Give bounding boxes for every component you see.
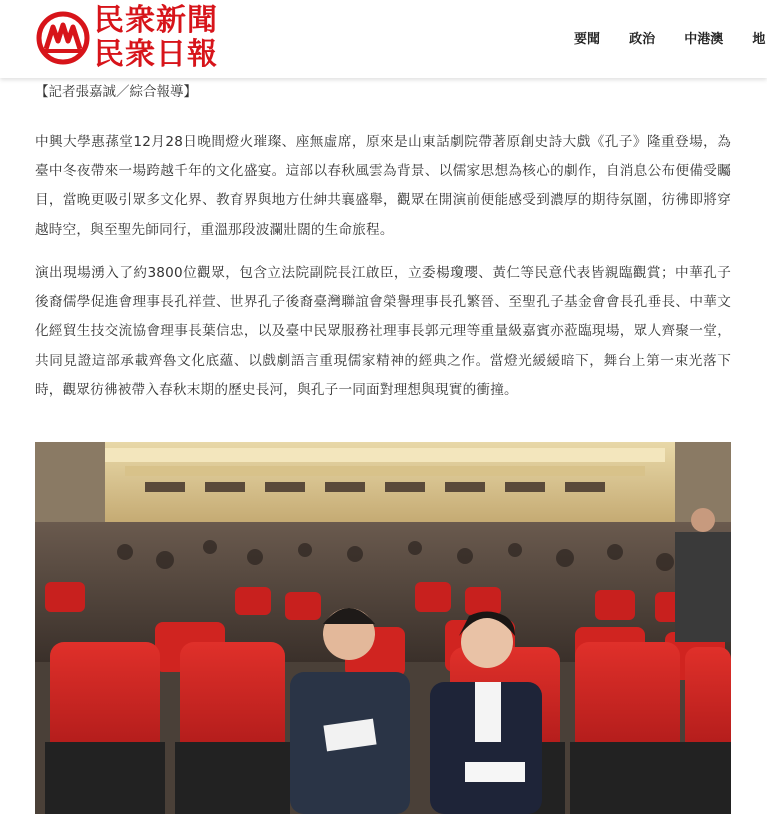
article-byline: 【記者張嘉誠／綜合報導】 <box>35 84 197 100</box>
nav-item-china-hk-macau[interactable]: 中港澳 <box>684 32 724 47</box>
auditorium-photo-icon <box>35 442 731 814</box>
logo-text-news: 民衆新聞 <box>94 3 218 38</box>
logo-text-daily: 民衆日報 <box>94 37 218 72</box>
article-photo <box>35 442 731 814</box>
logo-emblem-icon <box>36 11 90 65</box>
article-paragraph-1: 中興大學惠蓀堂12月28日晚間燈火璀璨、座無虛席，原來是山東話劇院帶著原創史詩大戲《孔子》隆重登場，為臺中冬夜帶來一場跨越千年的文化盛宴。這部以春秋風雲為背景、以儒家思想為核心的劇作，自消息公布便備受矚目，當晚更吸引眾多文化界、教育界與地方仕紳共襄盛舉，觀眾在開演前便能感受到濃厚的期待氛圍，彷彿即將穿越時空，與至聖先師同行，重溫那段波瀾壯闊的生命旅程。 <box>35 134 731 238</box>
nav-item-headlines[interactable]: 要聞 <box>574 32 601 47</box>
nav-item-politics[interactable]: 政治 <box>629 32 656 47</box>
site-logo[interactable] <box>36 3 236 73</box>
article-paragraph-2: 演出現場湧入了約3800位觀眾，包含立法院副院長江啟臣，立委楊瓊瓔、黃仁等民意代表皆親臨觀賞；中華孔子後裔儒學促進會理事長孔祥萱、世界孔子後裔臺灣聯誼會榮譽理事長孔繁晉、至聖孔子基金會會長孔垂長、中華文化經貿生技交流協會理事長葉信忠，以及臺中民眾服務社理事長郭元理等重量級嘉賓亦蒞臨現場，眾人齊聚一堂，共同見證這部承載齊魯文化底蘊、以戲劇語言重現儒家精神的經典之作。當燈光緩緩暗下，舞台上第一束光落下時，觀眾彷彿被帶入春秋末期的歷史長河，與孔子一同面對理想與現實的衝撞。 <box>35 265 731 398</box>
main-nav <box>574 28 767 50</box>
nav-item-local[interactable]: 地 <box>752 32 766 47</box>
site-header <box>0 0 767 78</box>
